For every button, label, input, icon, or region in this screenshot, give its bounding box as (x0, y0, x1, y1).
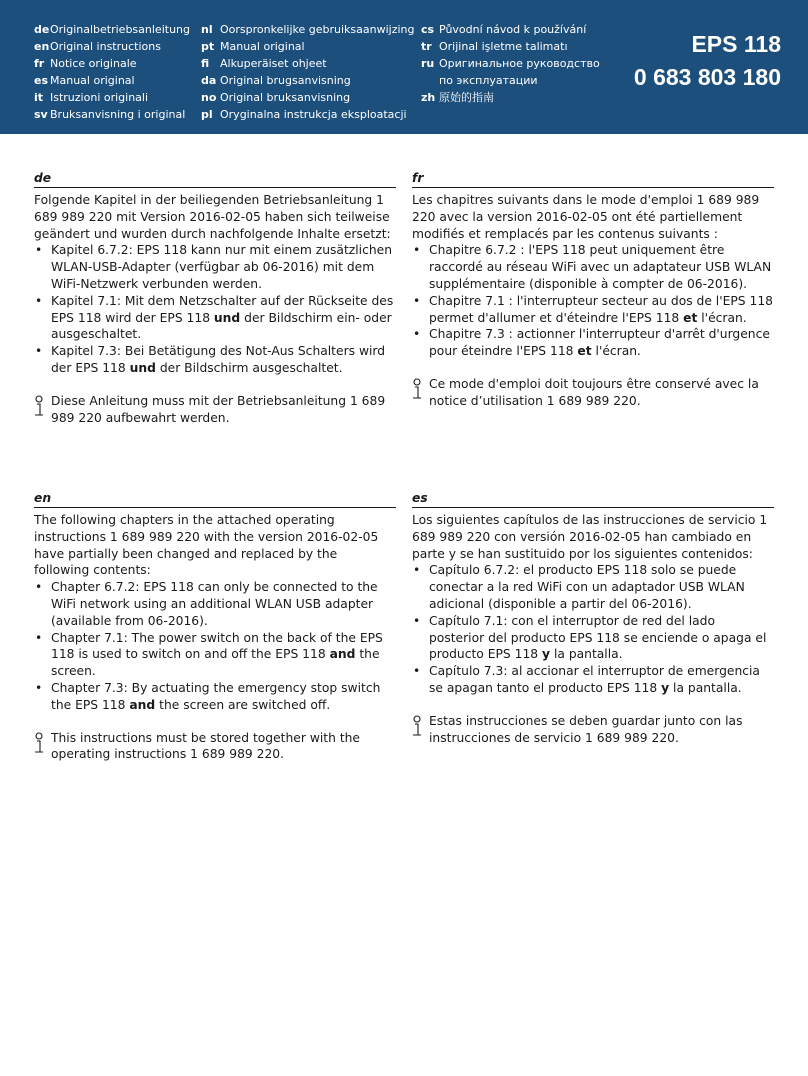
language-list-1 (34, 21, 190, 123)
change-list (412, 562, 774, 696)
note-text: This instructions must be stored together with the operating instructions 1 689 989 220. (51, 730, 361, 762)
intro-text: The following chapters in the attached operating instructions 1 689 989 220 with the version 2016-02-05 have partially been changed and replaced by the following contents: (34, 513, 379, 578)
info-icon (412, 715, 426, 737)
intro-text: Los siguientes capítulos de las instrucciones de servicio 1 689 989 220 con versión 2016-02-05 han cambiado en parte y se han sustituido por los siguientes contenidos: (412, 513, 768, 561)
list-item: • Chapter 7.1: The power switch on the back of the EPS 118 is used to switch on and off the EPS 118 and the screen. (34, 630, 396, 680)
info-icon (34, 395, 48, 417)
language-entry: pl Oryginalna instrukcja eksploatacji (201, 108, 407, 121)
product-title (634, 28, 781, 94)
note-text: Ce mode d'emploi doit toujours être conservé avec la notice d’utilisation 1 689 989 220. (429, 376, 759, 408)
section-en (34, 492, 396, 763)
list-item: • Capítulo 6.7.2: el producto EPS 118 solo se puede conectar a la red WiFi con un adaptador USB WLAN adicional (disponible a partir del 06-2016). (412, 562, 774, 612)
section-header (412, 172, 774, 188)
language-entry: enOriginal instructions (34, 40, 161, 53)
language-entry: cs Původní návod k používání (421, 23, 587, 36)
language-list-3 (421, 21, 600, 106)
info-note (34, 730, 396, 764)
info-icon (412, 378, 426, 400)
change-list (34, 242, 396, 376)
change-list (34, 579, 396, 713)
language-entry: sv Bruksanvisning i original (34, 108, 186, 121)
section-de (34, 172, 396, 426)
intro-text: Folgende Kapitel in der beiliegenden Betriebsanleitung 1 689 989 220 mit Version 2016-02-05 haben sich teilweise geändert und wurden durch nachfolgende Inhalte ersetzt: (34, 193, 391, 241)
list-item: • Chapitre 6.7.2 : l'EPS 118 peut uniquement être raccordé au réseau WiFi avec un adaptateur USB WLAN supplémentaire (disponible à compter de 06-2016). (412, 242, 774, 292)
language-entry: deOriginalbetriebsanleitung (34, 23, 190, 36)
product-name: EPS 118 (691, 31, 781, 57)
list-item: • Kapitel 7.1: Mit dem Netzschalter auf der Rückseite des EPS 118 wird der EPS 118 und der Bildschirm ein- oder ausgeschaltet. (34, 293, 396, 343)
language-entry: es Manual original (34, 74, 135, 87)
language-code: de (34, 171, 52, 185)
language-code: fr (412, 171, 424, 185)
language-list-2 (201, 21, 415, 123)
change-list (412, 242, 774, 360)
language-entry: pt Manual original (201, 40, 305, 53)
section-es (412, 492, 774, 746)
info-icon (34, 732, 48, 754)
list-item: • Chapter 7.3: By actuating the emergency stop switch the EPS 118 and the screen are switched off. (34, 680, 396, 714)
language-entry: fr Notice originale (34, 57, 137, 70)
info-note (412, 376, 774, 410)
product-number: 0 683 803 180 (633, 64, 781, 90)
language-entry: no Original bruksanvisning (201, 91, 351, 104)
note-text: Estas instrucciones se deben guardar junto con las instrucciones de servicio 1 689 989 220. (429, 713, 743, 745)
section-header (34, 492, 396, 508)
info-note (412, 713, 774, 747)
list-item: • Capítulo 7.3: al accionar el interruptor de emergencia se apagan tanto el producto EPS 118 y la pantalla. (412, 663, 774, 697)
language-code: es (412, 491, 428, 505)
language-code: en (34, 491, 52, 505)
language-entry: fi Alkuperäiset ohjeet (201, 57, 327, 70)
language-entry: zh 原始的指南 (421, 91, 494, 104)
intro-text: Les chapitres suivants dans le mode d'emploi 1 689 989 220 avec la version 2016-02-05 ont été partiellement modifiés et remplacés par les contenus suivants : (412, 193, 760, 241)
section-header (34, 172, 396, 188)
list-item: • Chapitre 7.1 : l'interrupteur secteur au dos de l'EPS 118 permet d'allumer et d'éteindre l'EPS 118 et l'écran. (412, 293, 774, 327)
info-note (34, 393, 396, 427)
list-item: • Chapter 6.7.2: EPS 118 can only be connected to the WiFi network using an additional WLAN USB adapter (available from 06-2016). (34, 579, 396, 629)
language-entry: nl Oorspronkelijke gebruiksaanwijzing (201, 23, 415, 36)
language-entry: it Istruzioni originali (34, 91, 149, 104)
note-text: Diese Anleitung muss mit der Betriebsanleitung 1 689 989 220 aufbewahrt werden. (51, 393, 386, 425)
section-header (412, 492, 774, 508)
list-item: • Kapitel 7.3: Bei Betätigung des Not-Aus Schalters wird der EPS 118 und der Bildschirm ausgeschaltet. (34, 343, 396, 377)
list-item: • Capítulo 7.1: con el interruptor de red del lado posterior del producto EPS 118 se enciende o apaga el producto EPS 118 y la pantalla. (412, 613, 774, 663)
list-item: • Kapitel 6.7.2: EPS 118 kann nur mit einem zusätzlichen WLAN-USB-Adapter (verfügbar ab 06-2016) mit dem WiFi-Netzwerk verbunden werden. (34, 242, 396, 292)
section-fr (412, 172, 774, 410)
language-entry: по эксплуатации (439, 74, 538, 87)
language-entry: da Original brugsanvisning (201, 74, 351, 87)
list-item: • Chapitre 7.3 : actionner l'interrupteur d'arrêt d'urgence pour éteindre l'EPS 118 et l'écran. (412, 326, 774, 360)
header-banner (0, 0, 808, 134)
language-entry: tr Orijinal işletme talimatı (421, 40, 568, 53)
language-entry: ru Оригинальное руководство (421, 57, 600, 70)
